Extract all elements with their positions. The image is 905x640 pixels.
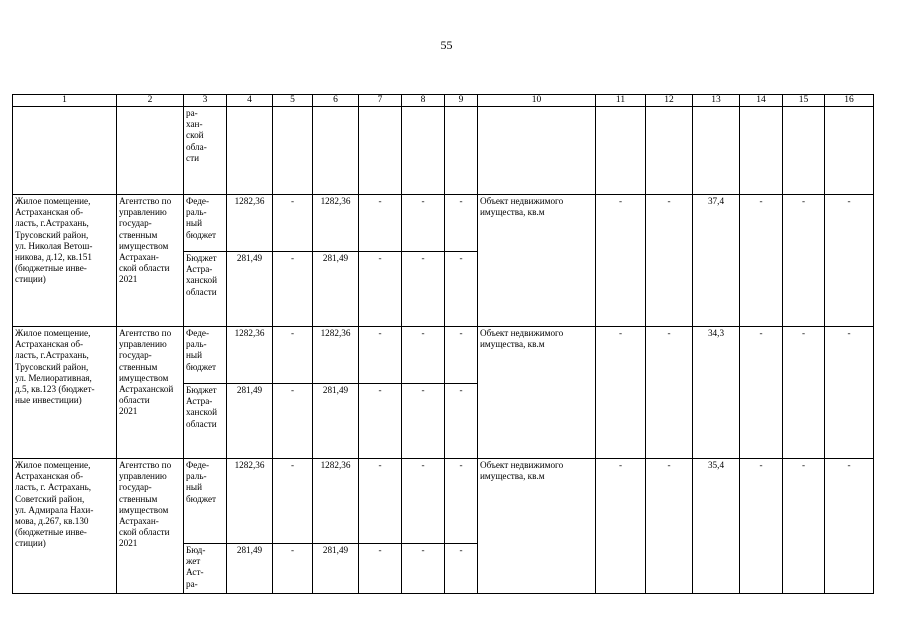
page-number: 55	[440, 38, 453, 52]
value-cell: -	[596, 195, 646, 327]
object-description: Жилое помещение, Астраханская об- ласть, г.Астрахань, Трусовский район, ул. Мелиоративная, д.5, кв.123 (бюджет- ные инвестиции)	[13, 327, 117, 459]
column-header: 11	[596, 95, 646, 107]
value-cell: -	[402, 252, 445, 327]
table-cell	[359, 107, 402, 195]
value-cell: -	[596, 327, 646, 459]
table-cell	[117, 107, 184, 195]
value-cell: -	[359, 195, 402, 252]
value-cell: -	[273, 384, 313, 459]
funding-source-cell: Феде- раль- ный бюджет	[184, 195, 227, 252]
table-cell	[402, 107, 445, 195]
agency-cell: Агентство по управлению государ- ственным имуществом Астрахан- ской области 2021	[117, 459, 184, 594]
area-value-cell: 37,4	[693, 195, 740, 327]
column-header: 15	[783, 95, 825, 107]
table-row	[13, 195, 874, 252]
table-cell	[783, 107, 825, 195]
table-cell	[596, 107, 646, 195]
value-cell: 1282,36	[227, 195, 273, 252]
value-cell: -	[783, 195, 825, 327]
carryover-row	[13, 107, 874, 195]
table-cell	[478, 107, 596, 195]
column-header: 5	[273, 95, 313, 107]
value-cell: -	[825, 327, 874, 459]
value-cell: -	[273, 327, 313, 384]
indicator-cell: Объект недвижимого имущества, кв.м	[478, 195, 596, 327]
value-cell: 281,49	[227, 384, 273, 459]
column-header: 4	[227, 95, 273, 107]
value-cell: -	[273, 195, 313, 252]
column-header: 1	[13, 95, 117, 107]
value-cell: -	[445, 384, 478, 459]
value-cell: -	[273, 459, 313, 544]
table-row	[13, 327, 874, 384]
column-header: 9	[445, 95, 478, 107]
value-cell: -	[359, 327, 402, 384]
agency-cell: Агентство по управлению государ- ственным имуществом Астраханской области 2021	[117, 327, 184, 459]
value-cell: -	[359, 384, 402, 459]
value-cell: 1282,36	[313, 327, 359, 384]
value-cell: -	[783, 459, 825, 594]
value-cell: -	[445, 459, 478, 544]
value-cell: 281,49	[227, 252, 273, 327]
value-cell: -	[596, 459, 646, 594]
object-description: Жилое помещение, Астраханская об- ласть, г. Астрахань, Советский район, ул. Адмирала Нахи- мова, д.267, кв.130 (бюджетные инве- стиции)	[13, 459, 117, 594]
value-cell: 281,49	[227, 544, 273, 594]
value-cell: -	[825, 459, 874, 594]
table-cell	[273, 107, 313, 195]
value-cell: 1282,36	[227, 459, 273, 544]
value-cell: 281,49	[313, 544, 359, 594]
value-cell: -	[402, 544, 445, 594]
value-cell: -	[646, 459, 693, 594]
value-cell: -	[402, 459, 445, 544]
value-cell: -	[445, 327, 478, 384]
value-cell: 281,49	[313, 252, 359, 327]
table-cell	[227, 107, 273, 195]
value-cell: -	[740, 195, 783, 327]
table-cell	[740, 107, 783, 195]
header-row	[13, 95, 874, 107]
value-cell: -	[445, 544, 478, 594]
value-cell: -	[646, 195, 693, 327]
table-cell	[693, 107, 740, 195]
table-cell	[313, 107, 359, 195]
funding-source-cell: Бюджет Астра- ханской области	[184, 252, 227, 327]
column-header: 12	[646, 95, 693, 107]
column-header: 13	[693, 95, 740, 107]
table-cell	[825, 107, 874, 195]
value-cell: -	[445, 252, 478, 327]
value-cell: 1282,36	[313, 195, 359, 252]
column-header: 3	[184, 95, 227, 107]
value-cell: -	[825, 195, 874, 327]
value-cell: -	[646, 327, 693, 459]
column-header: 10	[478, 95, 596, 107]
value-cell: -	[273, 544, 313, 594]
value-cell: -	[402, 195, 445, 252]
column-header: 16	[825, 95, 874, 107]
column-header: 2	[117, 95, 184, 107]
column-header: 8	[402, 95, 445, 107]
value-cell: 1282,36	[313, 459, 359, 544]
value-cell: -	[359, 252, 402, 327]
area-value-cell: 35,4	[693, 459, 740, 594]
value-cell: -	[445, 195, 478, 252]
agency-cell: Агентство по управлению государ- ственным имуществом Астрахан- ской области 2021	[117, 195, 184, 327]
value-cell: -	[402, 327, 445, 384]
table-row	[13, 459, 874, 544]
budget-table	[12, 94, 874, 594]
funding-source-cell: ра- хан- ской обла- сти	[184, 107, 227, 195]
column-header: 7	[359, 95, 402, 107]
funding-source-cell: Бюджет Астра- ханской области	[184, 384, 227, 459]
value-cell: -	[359, 544, 402, 594]
value-cell: 281,49	[313, 384, 359, 459]
column-header: 6	[313, 95, 359, 107]
area-value-cell: 34,3	[693, 327, 740, 459]
table-cell	[445, 107, 478, 195]
value-cell: -	[740, 327, 783, 459]
funding-source-cell: Бюд- жет Аст- ра-	[184, 544, 227, 594]
value-cell: -	[740, 459, 783, 594]
table-cell	[13, 107, 117, 195]
column-header: 14	[740, 95, 783, 107]
table-cell	[646, 107, 693, 195]
indicator-cell: Объект недвижимого имущества, кв.м	[478, 327, 596, 459]
object-description: Жилое помещение, Астраханская об- ласть, г.Астрахань, Трусовский район, ул. Николая Ветош- никова, д.12, кв.151 (бюджетные инве- стиции)	[13, 195, 117, 327]
value-cell: -	[273, 252, 313, 327]
value-cell: 1282,36	[227, 327, 273, 384]
value-cell: -	[783, 327, 825, 459]
funding-source-cell: Феде- раль- ный бюджет	[184, 327, 227, 384]
value-cell: -	[402, 384, 445, 459]
funding-source-cell: Феде- раль- ный бюджет	[184, 459, 227, 544]
indicator-cell: Объект недвижимого имущества, кв.м	[478, 459, 596, 594]
value-cell: -	[359, 459, 402, 544]
